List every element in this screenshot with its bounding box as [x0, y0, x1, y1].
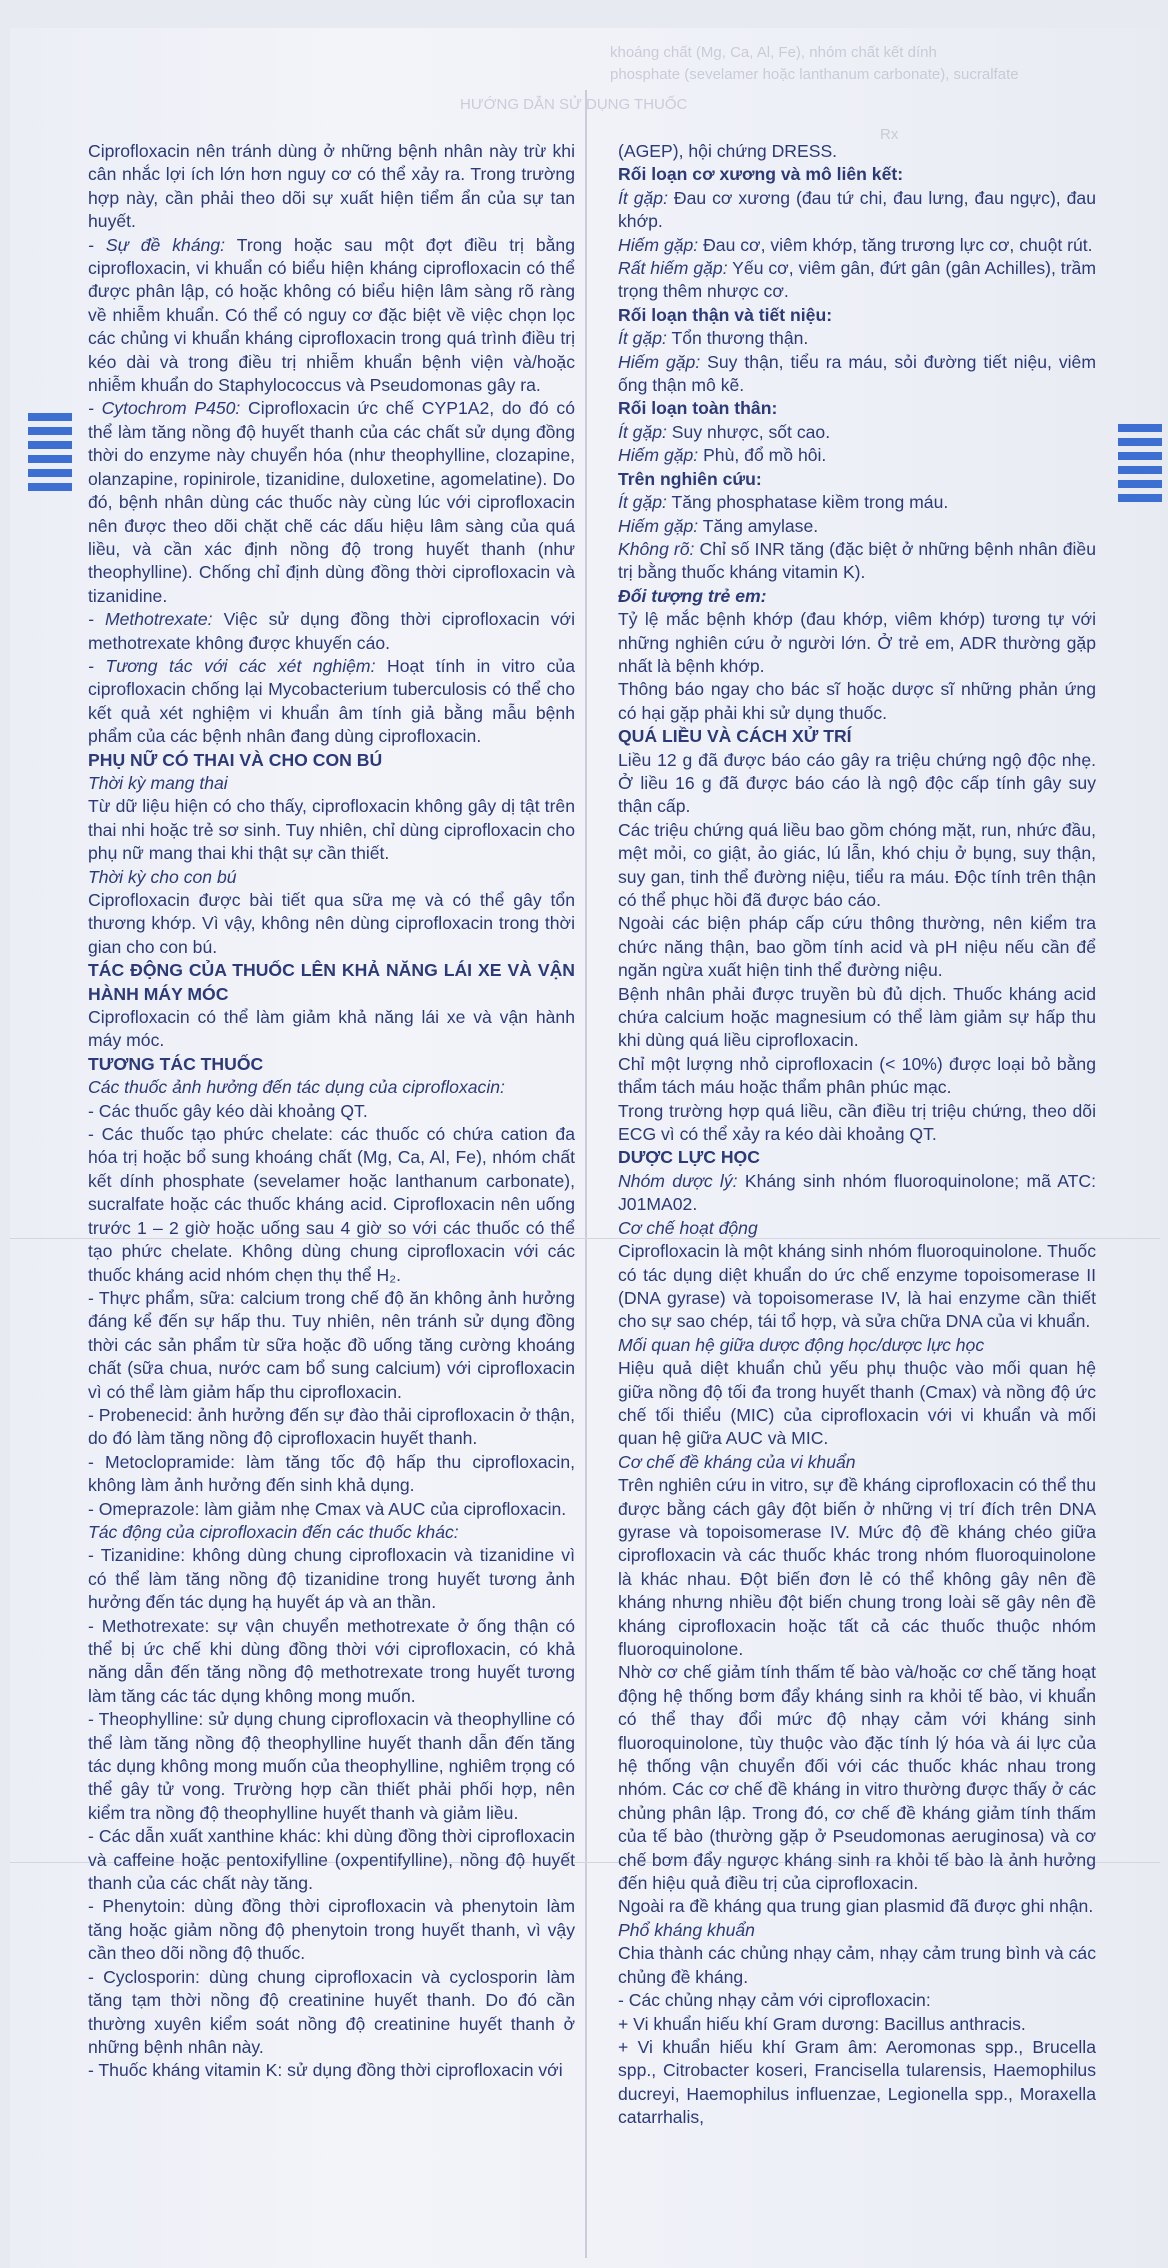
- body-paragraph: Thông báo ngay cho bác sĩ hoặc dược sĩ những phản ứng có hại gặp phải khi sử dụng thuốc.: [618, 679, 1096, 723]
- body-paragraph: (AGEP), hội chứng DRESS.: [618, 141, 838, 161]
- labeled-paragraph: [618, 1170, 1096, 1217]
- body-paragraph: - Theophylline: sử dụng chung ciprofloxacin và theophylline có thể làm tăng nồng độ theophylline huyết thanh dẫn đến tăng tác dụng không mong muốn của theophylline, nghiêm trọng có thể gây tử vong. Trường hợp cần thiết phải phối hợp, nên kiểm tra nồng độ theophylline huyết thanh và giảm liều.: [88, 1709, 575, 1823]
- paragraph-lead: Hiếm gặp:: [618, 515, 699, 536]
- paragraph-text: Suy nhược, sốt cao.: [666, 421, 831, 442]
- vertical-fold: [585, 90, 587, 2258]
- body-paragraph: - Các chủng nhạy cảm với ciprofloxacin:: [618, 1990, 931, 2011]
- body-paragraph: Liều 12 g đã được báo cáo gây ra triệu chứng ngộ độc nhẹ. Ở liều 16 g đã được báo cáo là ngộ độc cấp tính gây suy thận cấp.: [618, 749, 1096, 817]
- italic-subheading: Cơ chế hoạt động: [618, 1217, 758, 1238]
- body-paragraph: Nhờ cơ chế giảm tính thấm tế bào và/hoặc cơ chế tăng hoạt động hệ thống bơm đẩy kháng sinh ra khỏi tế bào, vi khuẩn có thể thay đổi mức độ nhạy cảm với kháng sinh fluoroquinolone, tùy thuộc vào đặc tính lý hóa và ái lực của hệ thống vận chuyển đối với các thuốc khác nhau trong nhóm. Các cơ chế đề kháng in vitro thường được thấy ở các chủng phân lập. Trong đó, cơ chế đề kháng giảm tính thấm của tế bào (thường gặp ở Pseudomonas aeruginosa) và cơ chế bơm đẩy ngược kháng sinh ra khỏi tế bào là ảnh hưởng đến hiệu quả điều trị của ciprofloxacin.: [618, 1662, 1096, 1894]
- body-paragraph: - Các dẫn xuất xanthine khác: khi dùng đồng thời ciprofloxacin và caffeine hoặc pentoxifylline (oxpentifylline), nồng độ huyết thanh của các chất này tăng.: [88, 1826, 575, 1894]
- section-heading: PHỤ NỮ CÓ THAI VÀ CHO CON BÚ: [88, 749, 383, 770]
- body-paragraph: - Tizanidine: không dùng chung ciprofloxacin và tizanidine vì có thể làm tăng nồng độ tizanidine trong huyết tương ảnh hưởng đến tác dụng hạ huyết áp và an thần.: [88, 1545, 575, 1613]
- paragraph-text: Phù, đổ mồ hôi.: [698, 445, 827, 466]
- left-text-column: [88, 140, 575, 2083]
- italic-subheading: Thời kỳ mang thai: [88, 772, 228, 793]
- italic-subheading: Mối quan hệ giữa dược động học/dược lực học: [618, 1334, 985, 1355]
- paragraph-lead: Ít gặp:: [618, 492, 667, 513]
- ghost-line: phosphate (sevelamer hoặc lanthanum carbonate), sucralfate: [610, 66, 1019, 83]
- body-paragraph: Các triệu chứng quá liều bao gồm chóng mặt, run, nhức đầu, mệt mỏi, co giật, ảo giác, lú lẫn, khó chịu ở bụng, suy thận, suy gan, tinh thể đường niệu, tiểu ra máu. Độc tính trên thận có thể phục hồi đã được báo cáo.: [618, 819, 1096, 910]
- paragraph-text: Yếu cơ, viêm gân, đứt gân (gân Achilles), trầm trọng thêm nhược cơ.: [618, 258, 1096, 302]
- paragraph-text: Đau cơ, viêm khớp, tăng trương lực cơ, chuột rút.: [698, 234, 1093, 255]
- labeled-paragraph: [88, 608, 575, 655]
- ghost-line: khoáng chất (Mg, Ca, Al, Fe), nhóm chất kết dính: [610, 44, 937, 61]
- paragraph-lead: Hiếm gặp:: [618, 234, 699, 255]
- body-paragraph: - Methotrexate: sự vận chuyển methotrexate ở ống thận có thể bị ức chế khi dùng đồng thời với ciprofloxacin, có khả năng dẫn đến tăng nồng độ methotrexate trong huyết tương làm tăng các tác dụng không mong muốn.: [88, 1615, 575, 1706]
- ghost-header-title: HƯỚNG DẪN SỬ DỤNG THUỐC: [460, 96, 688, 113]
- section-heading: DƯỢC LỰC HỌC: [618, 1147, 760, 1168]
- body-paragraph: Ciprofloxacin nên tránh dùng ở những bệnh nhân này trừ khi cân nhắc lợi ích lớn hơn nguy cơ có thể xảy ra. Trong trường hợp này, cần phải theo dõi sự xuất hiện tiểm ẩn của sự tan huyết.: [88, 141, 575, 232]
- body-paragraph: Hiệu quả diệt khuẩn chủ yếu phụ thuộc vào mối quan hệ giữa nồng độ tối đa trong huyết thanh (Cmax) và nồng độ ức chế tối thiểu (MIC) của ciprofloxacin với vi khuẩn và mối quan hệ giữa AUC và MIC.: [618, 1358, 1096, 1449]
- subsection-heading: Rối loạn toàn thân:: [618, 398, 778, 419]
- paragraph-text: Kháng sinh nhóm fluoroquinolone; mã ATC: J01MA02.: [618, 1170, 1097, 1215]
- paragraph-text: Chỉ số INR tăng (đặc biệt ở những bệnh nhân điều trị bằng thuốc kháng vitamin K).: [618, 538, 1096, 583]
- body-paragraph: Ciprofloxacin là một kháng sinh nhóm fluoroquinolone. Thuốc có tác dụng diệt khuẩn do ức chế enzyme topoisomerase II (DNA gyrase) và topoisomerase IV, là hai enzyme cần thiết cho sự sao chép, tái tổ hợp, và sửa chữa DNA của vi khuẩn.: [618, 1241, 1096, 1332]
- body-paragraph: - Phenytoin: dùng đồng thời ciprofloxacin và phenytoin làm tăng hoặc giảm nồng độ phenytoin trong huyết thanh, vì vậy cần theo dõi nồng độ thuốc.: [88, 1896, 575, 1964]
- section-heading: QUÁ LIỀU VÀ CÁCH XỬ TRÍ: [618, 726, 852, 747]
- paragraph-lead: - Cytochrom P450:: [88, 398, 241, 419]
- body-paragraph: - Probenecid: ảnh hưởng đến sự đào thải ciprofloxacin ở thận, do đó làm tăng nồng độ ciprofloxacin huyết thanh.: [88, 1404, 575, 1449]
- body-paragraph: Chỉ một lượng nhỏ ciprofloxacin (< 10%) được loại bỏ bằng thẩm tách máu hoặc thẩm phân phúc mạc.: [618, 1053, 1096, 1098]
- labeled-paragraph: [618, 187, 1096, 234]
- body-paragraph: - Cyclosporin: dùng chung ciprofloxacin và cyclosporin làm tăng tạm thời nồng độ creatinine huyết thanh. Do đó cần thường xuyên kiểm soát nồng độ creatinine huyết thanh ở những bệnh nhân này.: [88, 1966, 575, 2057]
- paragraph-lead: - Sự đề kháng:: [88, 234, 226, 255]
- paragraph-lead: Ít gặp:: [618, 328, 667, 349]
- subsection-heading: Đối tượng trẻ em:: [618, 585, 767, 606]
- paragraph-text: Ciprofloxacin ức chế CYP1A2, do đó có thể làm tăng nồng độ huyết thanh của các chất sử dụng đồng thời do enzyme này chuyển hóa (như theophylline, clozapine, olanzapine, ropinirole, tizanidine, duloxetine, agomelatine). Do đó, bệnh nhân dùng các thuốc này cùng lúc với ciprofloxacin nên được theo dõi chặt chẽ các dấu hiệu lâm sàng của quá liều, và cần xác định nồng độ trong huyết thanh (như theophylline). Chống chỉ định dùng đồng thời ciprofloxacin và tizanidine.: [88, 398, 575, 606]
- paragraph-text: Tăng phosphatase kiềm trong máu.: [666, 492, 949, 513]
- body-paragraph: - Metoclopramide: làm tăng tốc độ hấp thu ciprofloxacin, không làm ảnh hưởng đến sinh khả dụng.: [88, 1451, 575, 1496]
- paragraph-lead: Ít gặp:: [618, 187, 668, 208]
- labeled-paragraph: [618, 257, 1096, 304]
- labeled-paragraph: [618, 327, 1096, 350]
- right-text-column: [618, 140, 1096, 2130]
- paragraph-lead: Hiếm gặp:: [618, 445, 699, 466]
- paragraph-lead: Ít gặp:: [618, 421, 667, 442]
- paragraph-lead: Hiếm gặp:: [618, 351, 701, 372]
- body-paragraph: + Vi khuẩn hiếu khí Gram âm: Aeromonas spp., Brucella spp., Citrobacter koseri, Francisella tularensis, Haemophilus ducreyi, Haemophilus influenzae, Legionella spp., Moraxella catarrhalis,: [618, 2036, 1096, 2128]
- paragraph-lead: - Methotrexate:: [88, 609, 213, 630]
- italic-subheading: Cơ chế đề kháng của vi khuẩn: [618, 1451, 856, 1472]
- labeled-paragraph: [88, 234, 575, 398]
- paragraph-text: Suy thận, tiểu ra máu, sỏi đường tiết niệu, viêm ống thận mô kẽ.: [618, 351, 1096, 396]
- body-paragraph: Chia thành các chủng nhạy cảm, nhạy cảm trung bình và các chủng đề kháng.: [618, 1943, 1096, 1987]
- body-paragraph: - Thuốc kháng vitamin K: sử dụng đồng thời ciprofloxacin với: [88, 2060, 563, 2081]
- body-paragraph: Ngoài các biện pháp cấp cứu thông thường, nên kiểm tra chức năng thận, bao gồm tính acid và pH niệu nếu cần để ngăn ngừa xuất hiện tinh thể đường niệu.: [618, 913, 1096, 981]
- body-paragraph: Ngoài ra đề kháng qua trung gian plasmid đã được ghi nhận.: [618, 1896, 1094, 1917]
- subsection-heading: Rối loạn cơ xương và mô liên kết:: [618, 164, 904, 185]
- labeled-paragraph: [618, 351, 1096, 398]
- italic-subheading: Tác động của ciprofloxacin đến các thuốc khác:: [88, 1521, 459, 1542]
- subsection-heading: Trên nghiên cứu:: [618, 468, 762, 489]
- paragraph-lead: - Tương tác với các xét nghiệm:: [88, 655, 376, 676]
- body-paragraph: Trong trường hợp quá liều, cần điều trị triệu chứng, theo dõi ECG vì có thể xảy ra kéo dài khoảng QT.: [618, 1100, 1096, 1145]
- labeled-paragraph: [88, 655, 575, 749]
- left-stripe-marker: [28, 413, 72, 491]
- body-paragraph: - Thực phẩm, sữa: calcium trong chế độ ăn không ảnh hưởng đáng kể đến sự hấp thu. Tuy nhiên, nên tránh sử dụng đồng thời các sản phẩm từ sữa hoặc đồ uống tăng cường khoáng chất (sữa chua, nước cam bổ sung calcium) với ciprofloxacin vì có thể làm giảm hấp thu ciprofloxacin.: [88, 1287, 575, 1402]
- body-paragraph: Tỷ lệ mắc bệnh khớp (đau khớp, viêm khớp) tương tự với những nghiên cứu ở người lớn. Ở trẻ em, ADR thường gặp nhất là bệnh khớp.: [618, 609, 1096, 676]
- body-paragraph: Bệnh nhân phải được truyền bù đủ dịch. Thuốc kháng acid chứa calcium hoặc magnesium có thể làm giảm sự hấp thu khi dùng quá liều ciprofloxacin.: [618, 983, 1096, 1051]
- paragraph-text: Việc sử dụng đồng thời ciprofloxacin với methotrexate không được khuyến cáo.: [88, 609, 575, 653]
- paragraph-text: Hoạt tính in vitro của ciprofloxacin chống lại Mycobacterium tuberculosis có thể cho kết quả xét nghiệm vi khuẩn âm tính giả bằng mẫu bệnh phẩm của các bệnh nhân đang dùng ciprofloxacin.: [88, 655, 576, 747]
- labeled-paragraph: [618, 491, 1096, 514]
- body-paragraph: Trên nghiên cứu in vitro, sự đề kháng ciprofloxacin có thể thu được bằng cách gây đột biến ở những vị trí đích trên DNA gyrase và topoisomerase IV. Mức độ đề kháng chéo giữa ciprofloxacin và các thuốc khác trong nhóm fluoroquinolone là khác nhau. Đột biến đơn lẻ có thể không gây nên đề kháng nhưng nhiều đột biến chung trong loài sẽ gây nên đề kháng ciprofloxacin hoặc tất cả các thuốc thuộc nhóm fluoroquinolone.: [618, 1475, 1096, 1659]
- paragraph-lead: Không rõ:: [618, 538, 695, 559]
- italic-subheading: Thời kỳ cho con bú: [88, 866, 237, 887]
- paragraph-text: Tăng amylase.: [698, 515, 819, 536]
- labeled-paragraph: [618, 538, 1096, 585]
- section-heading: TƯƠNG TÁC THUỐC: [88, 1053, 264, 1074]
- labeled-paragraph: [618, 515, 1096, 538]
- paragraph-text: Đau cơ xương (đau tứ chi, đau lưng, đau ngực), đau khớp.: [618, 187, 1096, 232]
- labeled-paragraph: [88, 397, 575, 608]
- paragraph-text: Trong hoặc sau một đợt điều trị bằng ciprofloxacin, vi khuẩn có biểu hiện kháng ciprofloxacin có thể được phân lập, có hoặc không có biểu hiện lâm sàng rõ ràng về nhiễm khuẩn. Có thể có nguy cơ đặc biệt về việc chọn lọc các chủng vi khuẩn kháng ciprofloxacin trong quá trình điều trị kéo dài và trong điều trị nhiễm khuẩn bệnh viện và/hoặc nhiễm khuẩn do Staphylococcus và Pseudomonas gây ra.: [88, 234, 575, 396]
- paragraph-lead: Nhóm dược lý:: [618, 1170, 738, 1191]
- paragraph-text: Tổn thương thận.: [666, 328, 809, 349]
- section-heading: TÁC ĐỘNG CỦA THUỐC LÊN KHẢ NĂNG LÁI XE VÀ VẬN HÀNH MÁY MÓC: [88, 960, 575, 1004]
- body-paragraph: + Vi khuẩn hiếu khí Gram dương: Bacillus anthracis.: [618, 2013, 1026, 2034]
- paragraph-lead: Rất hiếm gặp:: [618, 258, 728, 279]
- labeled-paragraph: [618, 234, 1096, 257]
- body-paragraph: - Các thuốc gây kéo dài khoảng QT.: [88, 1100, 368, 1121]
- body-paragraph: Ciprofloxacin có thể làm giảm khả năng lái xe và vận hành máy móc.: [88, 1007, 575, 1051]
- subsection-heading: Rối loạn thận và tiết niệu:: [618, 304, 833, 325]
- ghost-rx: Rx: [880, 126, 899, 143]
- right-stripe-marker: [1118, 424, 1162, 502]
- italic-subheading: Phổ kháng khuẩn: [618, 1919, 755, 1940]
- body-paragraph: - Omeprazole: làm giảm nhẹ Cmax và AUC của ciprofloxacin.: [88, 1498, 567, 1519]
- body-paragraph: Ciprofloxacin được bài tiết qua sữa mẹ và có thể gây tổn thương khớp. Vì vậy, không nên dùng ciprofloxacin trong thời gian cho con bú.: [88, 890, 575, 957]
- body-paragraph: Từ dữ liệu hiện có cho thấy, ciprofloxacin không gây dị tật trên thai nhi hoặc trẻ sơ sinh. Tuy nhiên, chỉ dùng ciprofloxacin cho phụ nữ mang thai khi thật sự cần thiết.: [88, 796, 575, 864]
- labeled-paragraph: [618, 421, 1096, 444]
- labeled-paragraph: [618, 444, 1096, 467]
- body-paragraph: - Các thuốc tạo phức chelate: các thuốc có chứa cation đa hóa trị hoặc bổ sung khoáng chất (Mg, Ca, Al, Fe), nhóm chất kết dính phosphate (sevelamer hoặc lanthanum carbonate), sucralfate hoặc các thuốc kháng acid. Ciprofloxacin nên uống trước 1 – 2 giờ hoặc uống sau 4 giờ so với các thuốc có thể tạo phức chelate. Không dùng chung ciprofloxacin với các thuốc kháng acid nhóm chẹn thụ thể H₂.: [88, 1124, 575, 1285]
- italic-subheading: Các thuốc ảnh hưởng đến tác dụng của ciprofloxacin:: [88, 1077, 505, 1098]
